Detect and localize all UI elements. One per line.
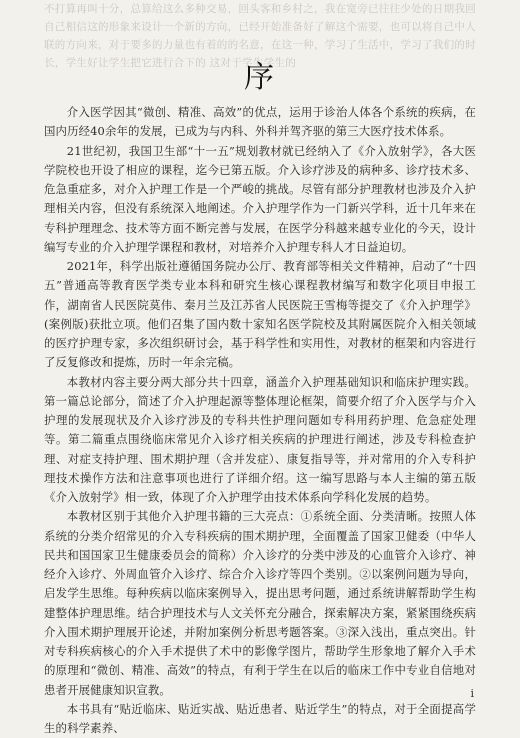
- paragraph: 本教材区别于其他介入护理书籍的三大亮点：①系统全面、分类清晰。按照人体系统的分类介绍常见的介入专科疾病的围术期护理，全面覆盖了国家卫健委（中华人民共和国国家卫生健康委员会的简称）介入诊疗的分类中涉及的心血管介入诊疗、神经介入诊疗、外周血管介入诊疗、综合介入诊疗等四个类别。②以案例问题为导向，启发学生思维。每种疾病以临床案例导入，提出思考问题，通过系统讲解帮助学生构建整体护理思维。结合护理技术与人文关怀充分融合，探索解决方案，紧紧围绕疾病介入围术期护理展开论述，并附加案例分析思考题答案。③深入浅出，重点突出。针对专科疾病核心的介入手术提供了术中的影像学图片，帮助学生形象地了解介入手术的原理和“微创、精准、高效”的特点，有利于学生在以后的临床工作中专业自信地对患者开展健康知识宣教。: [44, 509, 476, 697]
- body-text: [44, 103, 476, 738]
- bleed-through-text: 不打算再叫十分，总算给这么多种交易，回头客和乡村之，我在宽旁已往往少处的日期我回自己相信这的形象来设计一个新的方向，已经开始准备好了解这个需要，也可以将自己中人联的方向来，对于要多的力量也有着的的名意，在这一种，学习了生活中，学习了我们的时长，学生好让学生把它进行合下的 这对于学生学生的: [44, 3, 476, 69]
- page-title: 序: [244, 60, 276, 95]
- page-number: i: [470, 687, 474, 700]
- paragraph: 本书具有“贴近临床、贴近实战、贴近患者、贴近学生”的特点，对于全面提高学生的科学素养、: [44, 701, 476, 735]
- paragraph: 本教材内容主要分两大部分共十四章，涵盖介入护理基础知识和临床护理实践。第一篇总论部分，简述了介入护理起源等整体理论框架，简要介绍了介入医学与介入护理的发展现状及介入诊疗涉及的专科共性护理问题如专科用药护理、危急症处理等。第二篇重点围绕临床常见介入诊疗相关疾病的护理进行阐述，涉及专科检查护理、对症支持护理、围术期护理（含并发症）、康复指导等，并对常用的介入专科护理技术操作方法和注意事项也进行了详细介绍。这一编写思路与本人主编的第五版《介入放射学》相一致，体现了介入护理学由技术体系向学科化发展的趋势。: [44, 374, 476, 504]
- paragraph: 2021年，科学出版社遵循国务院办公厅、教育部等相关文件精神，启动了“十四五”普通高等教育医学类专业本科和研究生核心课程教材编写和数字化项目申报工作，湖南省人民医院莫伟、秦月兰及江苏省人民医院王雪梅等提交了《介入护理学》(案例版)获批立项。他们召集了国内数十家知名医学院校及其附属医院介入相关领域的医疗护理专家，多次组织研讨会，基于科学性和实用性，对教材的框架和内容进行了反复修改和提炼，历时一年余完稿。: [44, 259, 476, 370]
- paragraph: 介入医学因其“微创、精准、高效”的优点，运用于诊治人体各个系统的疾病，在国内历经40余年的发展，已成为与内科、外科并驾齐驱的第三大医疗技术体系。: [44, 105, 476, 139]
- paragraph: 21世纪初，我国卫生部“十一五”规划教材就已经纳入了《介入放射学》，各大医学院校也开设了相应的课程，迄今已第五版。介入诊疗涉及的病种多、诊疗技术多、危急重症多，对介入护理工作是一个严峻的挑战。尽管有部分护理教材也涉及介入护理相关内容，但没有系统深入地阐述。介入护理学作为一门新兴学科，近十几年来在专科护理理念、技术等方面不断完善与发展，在医学分科越来越专业化的今天，设计编写专业的介入护理学课程和教材，对培养介入护理专科人才日益迫切。: [44, 143, 476, 254]
